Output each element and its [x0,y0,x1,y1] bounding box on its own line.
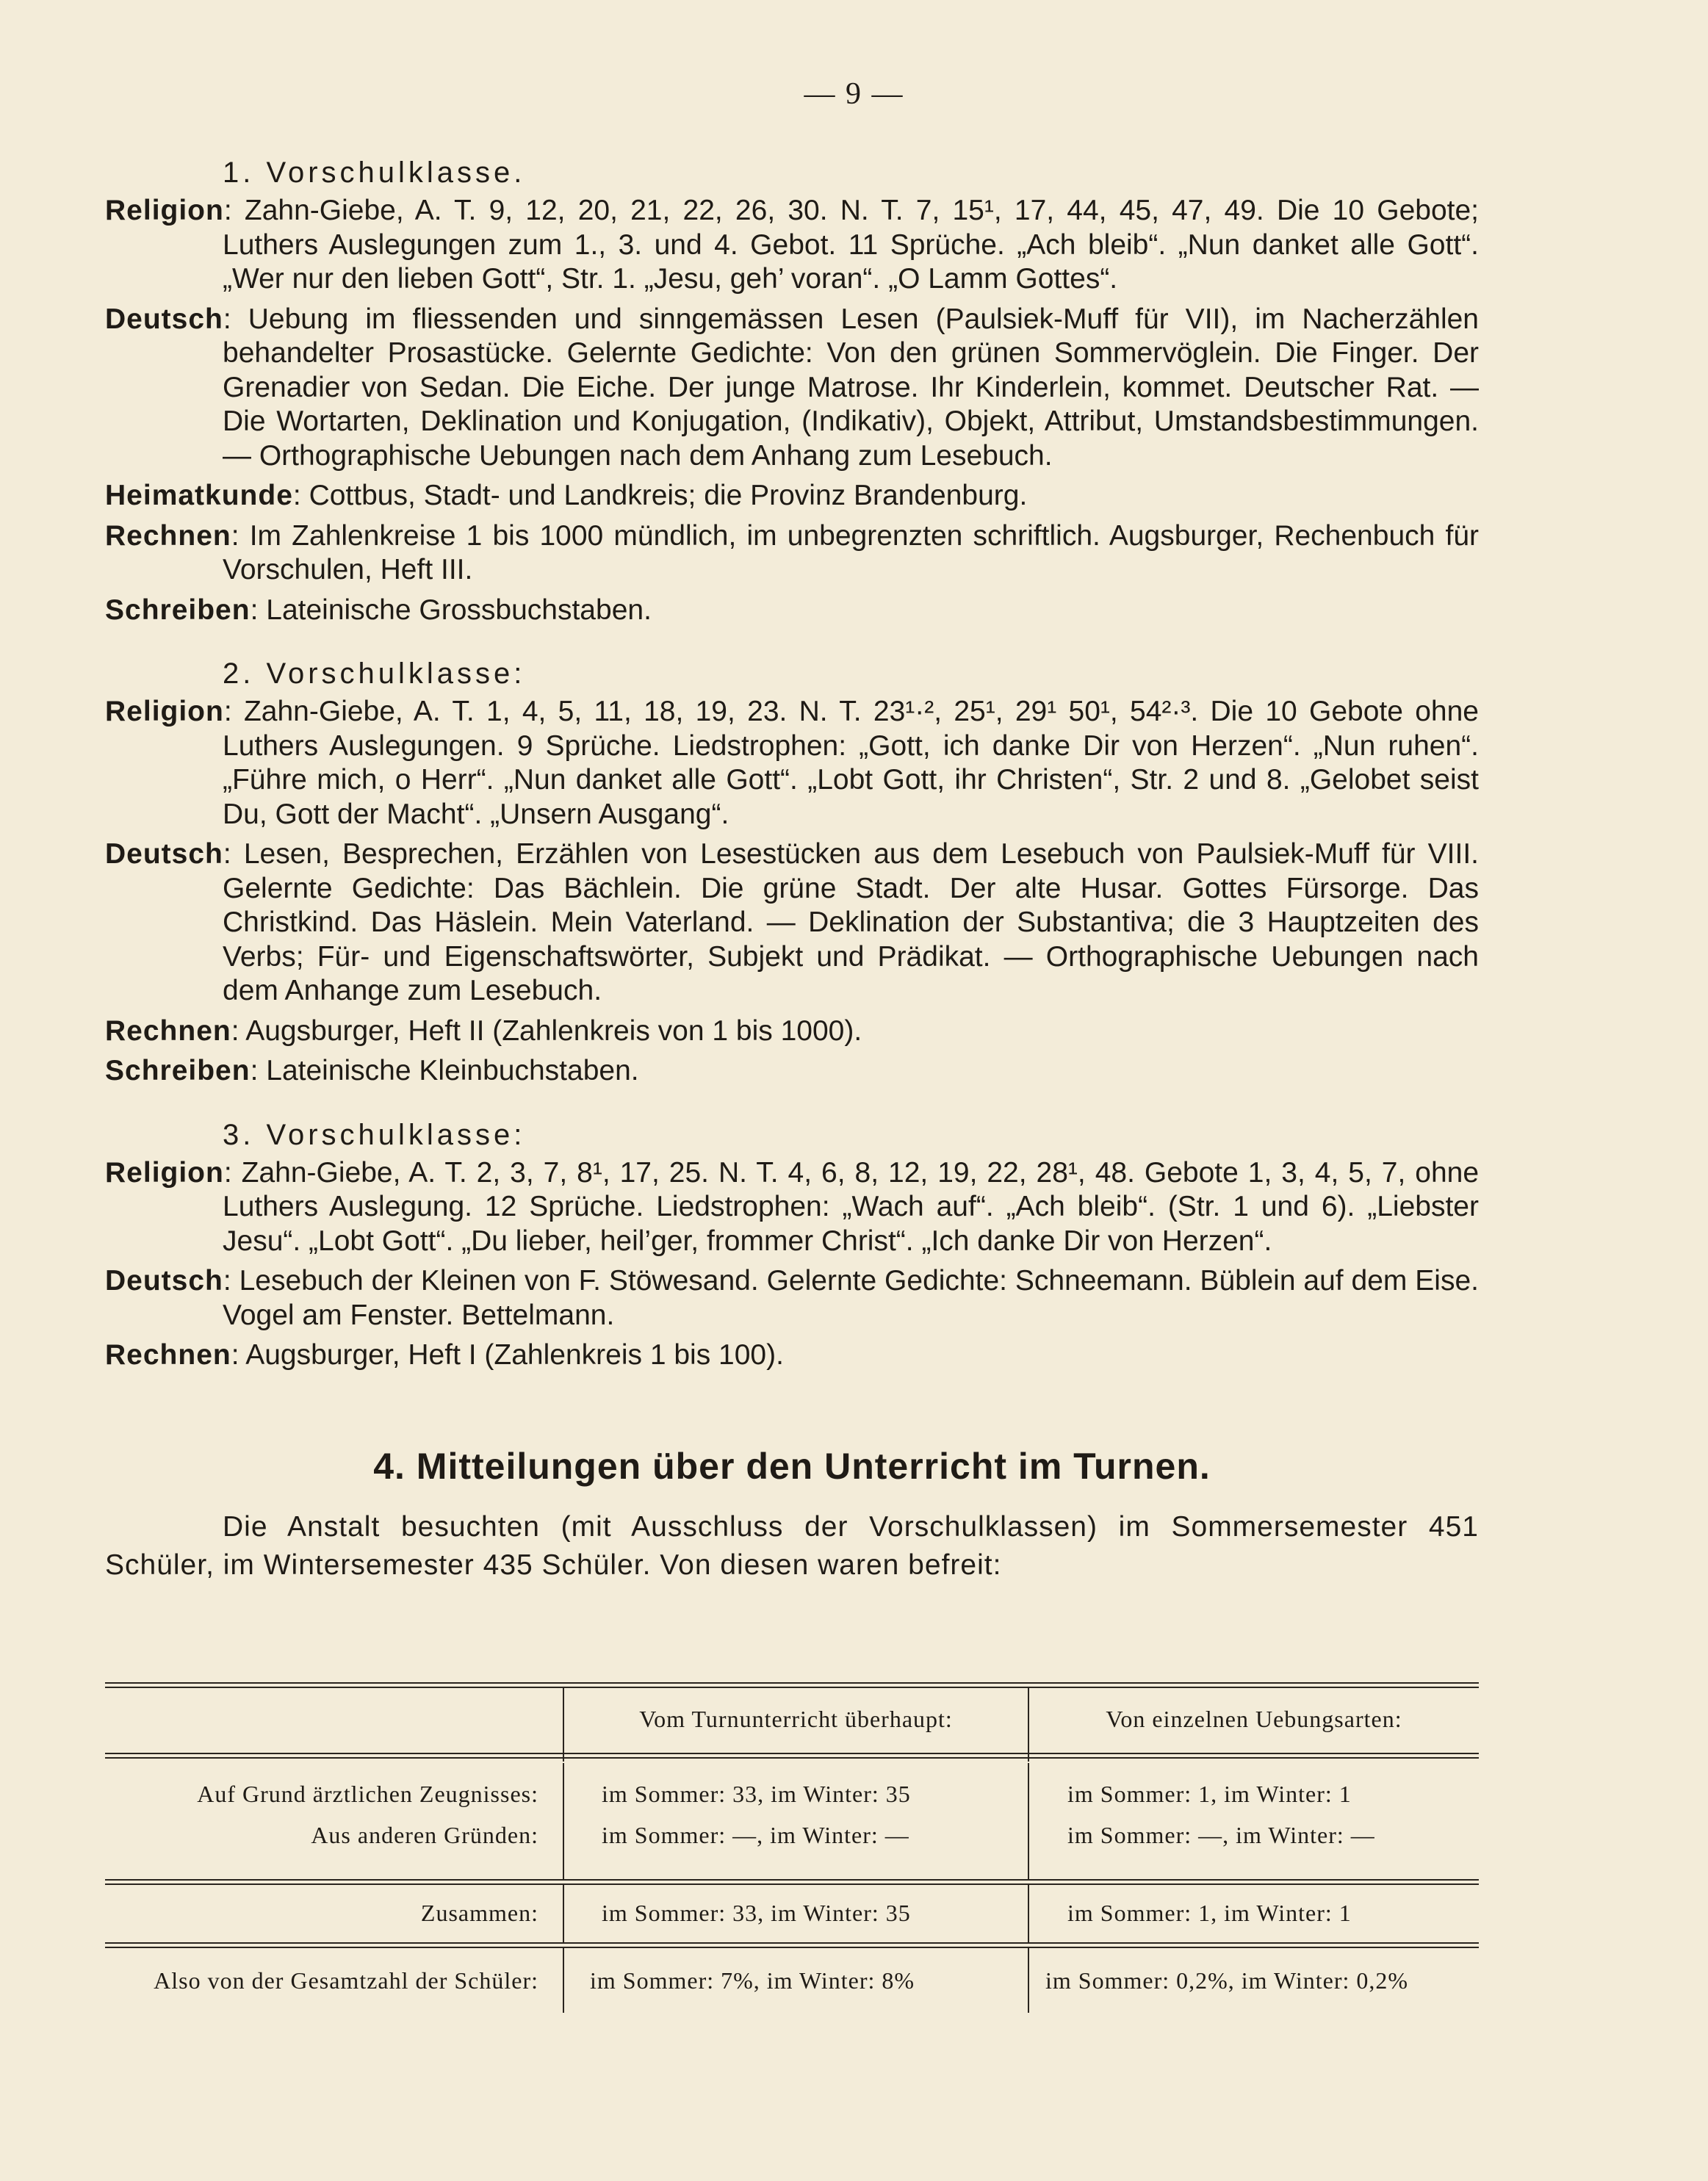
subject-text: Augsburger, Heft II (Zahlenkreis von 1 bis 1000). [245,1014,862,1047]
subject-text: Uebung im fliessenden und sinngemässen Lesen (Paulsiek-Muff für VII), im Nacherzählen behandelter Prosastücke. Gelernte Gedichte: Von den grünen Sommervöglein. Die Finger. Der Grenadier von Sedan. Die Eiche. Der junge Matrose. Ihr Kinderlein, kommet. Deutscher Rat. — Die Wortarten, Deklination und Konjugation, (Indikativ), Objekt, Attribut, Umstandsbestimmungen. — Orthographische Uebungen nach dem Anhang zum Lesebuch. [223,303,1479,472]
class-heading: 1. Vorschulklasse. [223,156,526,189]
subject-entry: Religion: Zahn-Giebe, A. T. 2, 3, 7, 8¹, 17, 25. N. T. 4, 6, 8, 12, 19, 22, 28¹, 48. Gebote 1, 3, 4, 5, 7, ohne Luthers Auslegung. 12 Sprüche. Liedstrophen: „Wach auf“. „Ach bleib“. (Str. 1 und 6). „Liebster Jesu“. „Lobt Gott“. „Du lieber, heil’ger, frommer Christ“. „Ich danke Dir von Herzen“. [105,1156,1480,1257]
column-header: Vom Turnunterricht überhaupt: [639,1706,953,1732]
subject-text: Im Zahlenkreise 1 bis 1000 mündlich, im unbegrenzten schriftlich. Augsburger, Rechenbuch für Vorschulen, Heft III. [223,519,1479,585]
subject-text: Lateinische Kleinbuchstaben. [266,1055,639,1086]
row-label: Aus anderen Gründen: [311,1822,538,1848]
subject-entry: Schreiben: Lateinische Grossbuchstaben. [105,594,652,626]
subject-entry: Heimatkunde: Cottbus, Stadt- und Landkreis; die Provinz Brandenburg. [105,480,1028,511]
curriculum-content [105,154,1479,1585]
subject-entry: Deutsch: Lesen, Besprechen, Erzählen von Lesestücken aus dem Lesebuch von Paulsiek-Muff für VIII. Gelernte Gedichte: Das Bächlein. Die grüne Stadt. Der alte Husar. Gottes Fürsorge. Das Christkind. Das Häslein. Mein Vaterland. — Deklination der Substantiva; die 3 Hauptzeiten des Verbs; Für- und Eigenschaftswörter, Subjekt und Prädikat. — Orthographische Uebungen nach dem Anhange zum Lesebuch. [105,838,1480,1006]
table-cell: im Sommer: 1, im Winter: 1 [1067,1900,1352,1926]
subject-label: Rechnen [105,1339,231,1371]
subject-label: Deutsch [105,303,223,335]
subject-label: Schreiben [105,1055,251,1086]
subject-text: Lesen, Besprechen, Erzählen von Lesestücken aus dem Lesebuch von Paulsiek-Muff für VIII. Gelernte Gedichte: Das Bächlein. Die grüne Stadt. Der alte Husar. Gottes Fürsorge. Das Christkind. Das Häslein. Mein Vaterland. — Deklination der Substantiva; die 3 Hauptzeiten des Verbs; Für- und Eigenschaftswörter, Subjekt und Prädikat. — Orthographische Uebungen nach dem Anhange zum Lesebuch. [223,838,1480,1006]
row-label: Zusammen: [420,1900,538,1926]
subject-label: Schreiben [105,594,251,626]
subject-label: Deutsch [105,838,223,870]
class-heading: 2. Vorschulklasse: [223,657,526,690]
subject-label: Heimatkunde [105,480,293,511]
section-intro: Die Anstalt besuchten (mit Ausschluss der Vorschulklassen) im Sommersemester 451 Schüler, im Wintersemester 435 Schüler. Von diesen waren befreit: [105,1510,1479,1581]
subject-entry: Deutsch: Uebung im fliessenden und sinngemässen Lesen (Paulsiek-Muff für VII), im Nacherzählen behandelter Prosastücke. Gelernte Gedichte: Von den grünen Sommervöglein. Die Finger. Der Grenadier von Sedan. Die Eiche. Der junge Matrose. Ihr Kinderlein, kommet. Deutscher Rat. — Die Wortarten, Deklination und Konjugation, (Indikativ), Objekt, Attribut, Umstandsbestimmungen. — Orthographische Uebungen nach dem Anhang zum Lesebuch. [105,303,1479,472]
subject-entry: Rechnen: Augsburger, Heft I (Zahlenkreis 1 bis 100). [105,1339,784,1371]
subject-entry: Schreiben: Lateinische Kleinbuchstaben. [105,1055,639,1086]
class-heading: 3. Vorschulklasse: [223,1118,526,1151]
table-cell: im Sommer: —, im Winter: — [602,1822,909,1848]
subject-text: Zahn-Giebe, A. T. 2, 3, 7, 8¹, 17, 25. N. T. 4, 6, 8, 12, 19, 22, 28¹, 48. Gebote 1, 3, 4, 5, 7, ohne Luthers Auslegung. 12 Sprüche. Liedstrophen: „Wach auf“. „Ach bleib“. (Str. 1 und 6). „Liebster Jesu“. „Lobt Gott“. „Du lieber, heil’ger, frommer Christ“. „Ich danke Dir von Herzen“. [223,1156,1480,1257]
subject-text: Augsburger, Heft I (Zahlenkreis 1 bis 100). [245,1339,784,1371]
subject-label: Rechnen [105,519,231,552]
subject-label: Religion [105,195,224,226]
subject-text: Zahn-Giebe, A. T. 1, 4, 5, 11, 18, 19, 23. N. T. 23¹·², 25¹, 29¹ 50¹, 54²·³. Die 10 Gebote ohne Luthers Auslegungen. 9 Sprüche. Liedstrophen: „Gott, ich danke Dir von Herzen“. „Nun ruhen“. „Führe mich, o Herr“. „Nun danket alle Gott“. „Lobt Gott, ihr Christen“, Str. 2 und 8. „Gelobet seist Du, Gott der Macht“. „Unsern Ausgang“. [223,696,1479,830]
table-cell: im Sommer: 7%, im Winter: 8% [590,1967,915,1994]
section-title: 4. Mitteilungen über den Unterricht im Turnen. [373,1445,1211,1487]
row-label: Auf Grund ärztlichen Zeugnisses: [197,1781,538,1807]
subject-text: Lateinische Grossbuchstaben. [266,594,652,626]
table-cell: im Sommer: 1, im Winter: 1 [1067,1781,1352,1807]
subject-label: Religion [105,696,224,727]
subject-text: Zahn-Giebe, A. T. 9, 12, 20, 21, 22, 26, 30. N. T. 7, 15¹, 17, 44, 45, 47, 49. Die 10 Gebote; Luthers Auslegungen zum 1., 3. und 4. Gebot. 11 Sprüche. „Ach bleib“. „Nun danket alle Gott“. „Wer nur den lieben Gott“, Str. 1. „Jesu, geh’ voran“. „O Lamm Gottes“. [223,195,1479,295]
page-number: — 9 — [804,77,904,111]
subject-label: Religion [105,1156,224,1189]
subject-entry: Religion: Zahn-Giebe, A. T. 9, 12, 20, 21, 22, 26, 30. N. T. 7, 15¹, 17, 44, 45, 47, 49. Die 10 Gebote; Luthers Auslegungen zum 1., 3. und 4. Gebot. 11 Sprüche. „Ach bleib“. „Nun danket alle Gott“. „Wer nur den lieben Gott“, Str. 1. „Jesu, geh’ voran“. „O Lamm Gottes“. [105,195,1479,295]
table-cell: im Sommer: 33, im Winter: 35 [602,1781,911,1807]
row-label: Also von der Gesamtzahl der Schüler: [154,1967,538,1994]
table-cell: im Sommer: —, im Winter: — [1067,1822,1375,1848]
subject-text: Cottbus, Stadt- und Landkreis; die Provinz Brandenburg. [309,480,1028,511]
subject-entry: Rechnen: Im Zahlenkreise 1 bis 1000 mündlich, im unbegrenzten schriftlich. Augsburger, Rechenbuch für Vorschulen, Heft III. [105,519,1479,585]
subject-label: Deutsch [105,1265,223,1297]
table-cell: im Sommer: 33, im Winter: 35 [602,1900,911,1926]
subject-entry: Religion: Zahn-Giebe, A. T. 1, 4, 5, 11, 18, 19, 23. N. T. 23¹·², 25¹, 29¹ 50¹, 54²·³. Die 10 Gebote ohne Luthers Auslegungen. 9 Sprüche. Liedstrophen: „Gott, ich danke Dir von Herzen“. „Nun ruhen“. „Führe mich, o Herr“. „Nun danket alle Gott“. „Lobt Gott, ihr Christen“, Str. 2 und 8. „Gelobet seist Du, Gott der Macht“. „Unsern Ausgang“. [105,696,1479,830]
table-cell: im Sommer: 0,2%, im Winter: 0,2% [1045,1967,1409,1994]
subject-entry: Rechnen: Augsburger, Heft II (Zahlenkreis von 1 bis 1000). [105,1014,862,1047]
subject-text: Lesebuch der Kleinen von F. Stöwesand. Gelernte Gedichte: Schneemann. Büblein auf dem Eise. Vogel am Fenster. Bettelmann. [223,1265,1479,1331]
subject-entry: Deutsch: Lesebuch der Kleinen von F. Stöwesand. Gelernte Gedichte: Schneemann. Büblein auf dem Eise. Vogel am Fenster. Bettelmann. [105,1265,1479,1331]
subject-label: Rechnen [105,1014,231,1047]
column-header: Von einzelnen Uebungsarten: [1106,1706,1402,1732]
